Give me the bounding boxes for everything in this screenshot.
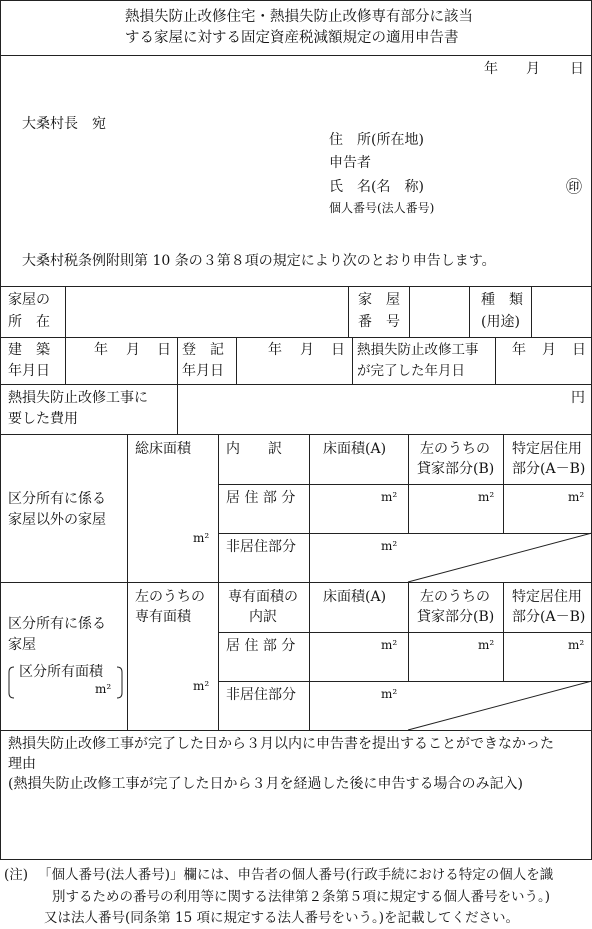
- section2-label-l2: 家屋: [8, 637, 36, 653]
- residential-part-label-2: 居 住 部 分: [226, 638, 296, 654]
- nonresidential-part-label-2: 非居住部分: [226, 687, 296, 703]
- specific-residential-header-l1: 特定居住用: [512, 441, 582, 457]
- rental-part-b-header-2-l2: 貸家部分(B): [417, 609, 495, 625]
- address-label: 住 所(所在地): [329, 132, 424, 148]
- reason-line2: 理由: [8, 756, 36, 772]
- footnote-line3: 又は法人番号(同条第 15 項に規定する法人番号をいう。)を記載してください。: [44, 910, 520, 926]
- registration-label-l2: 年月日: [182, 363, 224, 379]
- cost-label-l1: 熱損失防止改修工事に: [8, 390, 148, 406]
- registration-month-label: 月: [300, 342, 314, 358]
- specific-residential-header-l2: 部分(A－B): [512, 461, 586, 477]
- nonresidential-floor-area-unit: m²: [381, 539, 398, 553]
- completion-month-label: 月: [542, 342, 556, 358]
- built-label-l2: 年月日: [8, 363, 50, 379]
- completion-day-label: 日: [572, 342, 586, 358]
- breakdown-label: 内 訳: [226, 441, 282, 457]
- exclusive-area-unit: m²: [193, 679, 210, 693]
- residential-floor-area-unit-2: m²: [381, 638, 398, 652]
- footnote-line1: 「個人番号(法人番号)」欄には、申告者の個人番号(行政手続における特定の個人を識: [38, 867, 554, 883]
- addressee: 大桑村長 宛: [22, 116, 106, 132]
- residential-rental-unit: m²: [478, 490, 495, 504]
- cost-unit: 円: [571, 390, 585, 406]
- exclusive-breakdown-label-l2: 内訳: [249, 609, 277, 625]
- completion-year-label: 年: [512, 342, 526, 358]
- owned-area-unit: m²: [95, 682, 112, 696]
- exclusive-area-label-l1: 左のうちの: [135, 589, 205, 605]
- section2-label-l1: 区分所有に係る: [8, 616, 106, 632]
- specific-residential-header-2-l2: 部分(A－B): [512, 609, 586, 625]
- rental-part-b-header-l1: 左のうちの: [420, 441, 490, 457]
- date-year-label: 年: [484, 61, 498, 77]
- residential-specific-unit: m²: [568, 490, 585, 504]
- rental-part-b-header-l2: 貸家部分(B): [417, 461, 495, 477]
- reason-line1: 熱損失防止改修工事が完了した日から３月以内に申告書を提出することができなかった: [8, 736, 554, 752]
- specific-residential-header-2-l1: 特定居住用: [512, 589, 582, 605]
- location-label-l1: 家屋の: [8, 292, 50, 308]
- form-title-line2: する家屋に対する固定資産税減額規定の適用申告書: [125, 30, 459, 46]
- residential-rental-unit-2: m²: [478, 638, 495, 652]
- declaration-text: 大桑村税条例附則第 10 条の３第８項の規定により次のとおり申告します。: [22, 253, 496, 269]
- built-year-label: 年: [94, 342, 108, 358]
- total-floor-area-label: 総床面積: [135, 441, 191, 457]
- personal-number-label: 個人番号(法人番号): [329, 201, 435, 215]
- residential-floor-area-unit: m²: [381, 490, 398, 504]
- section1-label-l2: 家屋以外の家屋: [8, 512, 106, 528]
- owned-area-label: 区分所有面積: [19, 664, 103, 680]
- built-label-l1: 建 築: [8, 342, 50, 358]
- house-number-label-l2: 番 号: [358, 314, 400, 330]
- nonresidential-part-label: 非居住部分: [226, 539, 296, 555]
- completion-label-l1: 熱損失防止改修工事: [357, 342, 479, 358]
- form-title-line1: 熱損失防止改修住宅・熱損失防止改修専有部分に該当: [125, 9, 473, 25]
- nonresidential-floor-area-unit-2: m²: [381, 687, 398, 701]
- floor-area-a-header: 床面積(A): [323, 441, 387, 457]
- section1-label-l1: 区分所有に係る: [8, 491, 106, 507]
- exclusive-breakdown-label-l1: 専有面積の: [228, 589, 298, 605]
- residential-part-label: 居 住 部 分: [226, 490, 296, 506]
- built-day-label: 日: [157, 342, 171, 358]
- floor-area-a-header-2: 床面積(A): [323, 589, 387, 605]
- name-label: 氏 名(名 称): [329, 179, 424, 195]
- date-day-label: 日: [570, 61, 584, 77]
- kind-label-l2: (用途): [481, 314, 520, 330]
- footnote-mark: (注): [4, 867, 29, 883]
- registration-label-l1: 登 記: [182, 342, 224, 358]
- total-floor-area-unit: m²: [193, 531, 210, 545]
- registration-day-label: 日: [331, 342, 345, 358]
- footnote-line2: 別するための番号の利用等に関する法律第２条第５項に規定する個人番号をいう。): [52, 889, 551, 905]
- cost-label-l2: 要した費用: [8, 411, 78, 427]
- completion-label-l2: が完了した年月日: [357, 363, 465, 379]
- exclusive-area-label-l2: 専有面積: [135, 609, 191, 625]
- residential-specific-unit-2: m²: [568, 638, 585, 652]
- location-label-l2: 所 在: [8, 314, 50, 330]
- seal-mark: ㊞: [566, 177, 583, 196]
- kind-label-l1: 種 類: [481, 292, 523, 308]
- built-month-label: 月: [126, 342, 140, 358]
- date-month-label: 月: [526, 61, 540, 77]
- house-number-label-l1: 家 屋: [358, 292, 400, 308]
- reason-line3: (熱損失防止改修工事が完了した日から３月を経過した後に申告する場合のみ記入): [8, 776, 523, 792]
- rental-part-b-header-2-l1: 左のうちの: [420, 589, 490, 605]
- applicant-label: 申告者: [329, 155, 371, 171]
- registration-year-label: 年: [268, 342, 282, 358]
